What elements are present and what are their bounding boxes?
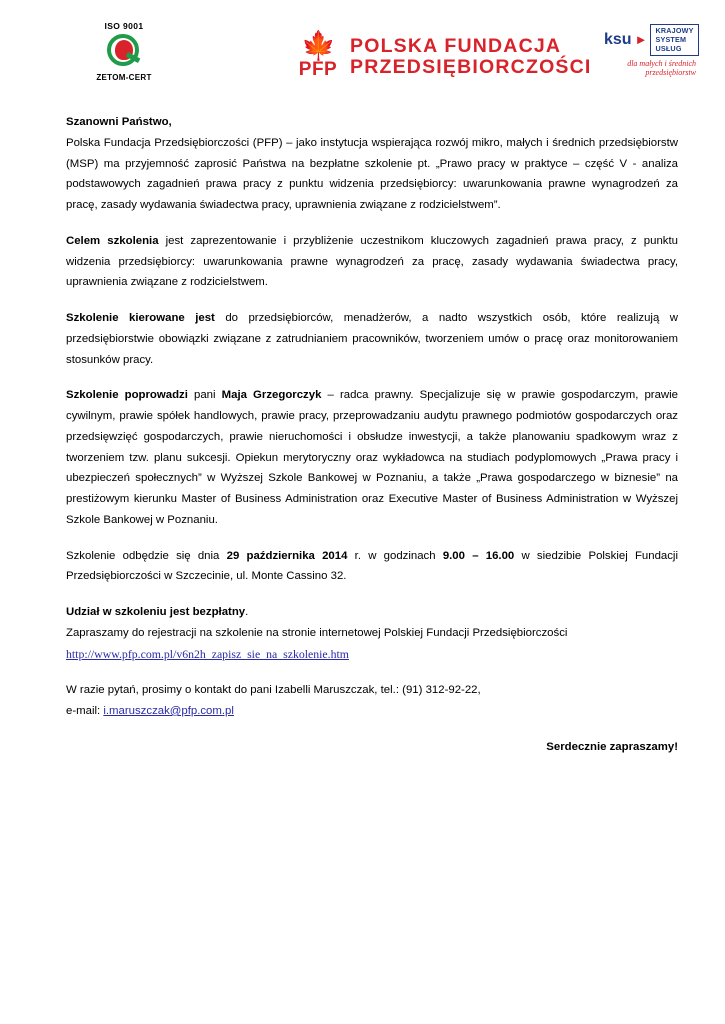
ksu-logo-box-line1: KRAJOWY — [655, 26, 694, 35]
email-line — [66, 701, 678, 722]
aim-label: Celem szkolenia — [66, 234, 159, 247]
date-middle: r. w godzinach — [347, 549, 443, 562]
audience-text: do przedsiębiorców, menadżerów, a nadto wszystkich osób, które realizują w przedsiębiorstwie obowiązki związane z zatrudnianiem pracowników, tworzeniem umów o pracę oraz monitorowaniem stosunków pracy. — [66, 312, 678, 366]
salutation — [66, 112, 678, 133]
pfp-logo-line2: PRZEDSIĘBIORCZOŚCI — [350, 56, 592, 78]
maple-leaf-icon: 🍁 — [301, 30, 336, 61]
pfp-logo-line1: POLSKA FUNDACJA — [350, 34, 562, 57]
audience-label: Szkolenie kierowane jest — [66, 312, 215, 324]
salutation-text: Szanowni Państwo, — [66, 116, 172, 128]
pfp-logo-mark — [295, 32, 341, 82]
date-paragraph — [66, 546, 678, 588]
contact-line: W razie pytań, prosimy o kontakt do pani Izabelli Maruszczak, tel.: (91) 312-92-22, — [66, 684, 481, 697]
ksu-logo-box — [650, 24, 698, 56]
audience-paragraph — [66, 308, 678, 370]
event-location: w siedzibie Polskiej Fundacji Przedsiębiorczości w Szczecinie, ul. Monte Cassino 32. — [66, 549, 678, 583]
registration-line: Zapraszamy do rejestracji na szkolenie na stronie internetowej Polskiej Fundacji Przedsiębiorczości — [66, 626, 568, 639]
closing-line: Serdecznie zapraszamy! — [546, 740, 678, 753]
event-date: 29 października 2014 — [226, 549, 348, 562]
aim-text: jest zaprezentowanie i przybliżenie uczestnikom kluczowych zagadnień prawa pracy, z punktu widzenia przedsiębiorcy: uwarunkowania prawne wynagrodzeń za pracę, zasady wydawania świadectwa pracy, uprawnienia związane z rodzicielstwem. — [66, 234, 678, 289]
event-time: 9.00 – 16.00 — [442, 549, 515, 562]
email-label: e-mail: — [66, 705, 104, 717]
iso-9001-logo — [86, 22, 162, 82]
pfp-logo-wordmark — [350, 36, 592, 78]
registration-link-line — [66, 644, 678, 666]
letter-body — [66, 112, 678, 773]
ksu-logo-letters: ksu — [604, 31, 632, 48]
email-link[interactable]: i.maruszczak@pfp.com.pl — [103, 705, 234, 717]
free-participation-line — [66, 602, 678, 623]
iso-logo-bottom-text: ZETOM-CERT — [96, 72, 152, 82]
ksu-logo-box-line2: SYSTEM — [655, 34, 687, 44]
iso-certification-mark-icon — [104, 33, 144, 71]
aim-paragraph — [66, 231, 678, 293]
trainer-label: Szkolenie poprowadzi — [66, 389, 188, 402]
ksu-logo-box-line3: USŁUG — [655, 43, 682, 53]
trainer-name: Maja Grzegorczyk — [221, 389, 322, 402]
trainer-prefix: pani — [187, 389, 222, 402]
ksu-logo-slogan: dla małych i średnich przedsiębiorstw — [627, 59, 696, 78]
date-prefix: Szkolenie odbędzie się dnia — [66, 549, 227, 562]
registration-link[interactable]: http://www.pfp.com.pl/v6n2h_zapisz_sie_na_szkolenie.htm — [66, 646, 349, 661]
right-arrow-icon: ► — [634, 32, 648, 47]
pfp-logo-initials: PFP — [298, 59, 338, 80]
trainer-description: – radca prawny. Specjalizuje się w prawie gospodarczym, prawie cywilnym, prawie spółek handlowych, prawie pracy, przeprowadzaniu audytu prawnego podmiotów gospodarczych oraz przedsięwzięć gospodarczych, prawie nieruchomości i obsłudze inwestycji, a także planowaniu spadkowym wraz z tworzeniem tzw. planu sukcesji. Opiekun merytoryczny oraz wykładowca na studiach podyplomowych „Prawa pracy i ubezpieczeń społecznych” w Wyższej Szkole Bankowej w Poznaniu, a także „Prawa gospodarczego w biznesie” na prestiżowym kierunku Master of Business Administration oraz Executive Master of Business Administration w Wyższej Szkole Bankowej w Poznaniu. — [66, 389, 679, 526]
trainer-paragraph — [66, 385, 678, 530]
pfp-logo — [295, 32, 592, 82]
iso-logo-top-text: ISO 9001 — [104, 21, 144, 31]
free-participation-label: Udział w szkoleniu jest bezpłatny — [66, 606, 246, 618]
document-header — [0, 18, 725, 96]
intro-paragraph: Polska Fundacja Przedsiębiorczości (PFP) – jako instytucja wspierająca rozwój mikro, małych i średnich przedsiębiorstw (MSP) ma przyjemność zaprosić Państwa na bezpłatne szkolenie pt. „Prawo pracy w praktyce – część V - analiza podstawowych zagadnień prawa pracy z punktu widzenia przedsiębiorcy: uwarunkowania prawne wynagrodzeń za pracę, zasady wydawania świadectwa pracy, uprawnienia związane z rodzicielstwem”. — [66, 136, 678, 211]
ksu-logo — [604, 24, 696, 84]
free-participation-dot: . — [245, 606, 249, 618]
